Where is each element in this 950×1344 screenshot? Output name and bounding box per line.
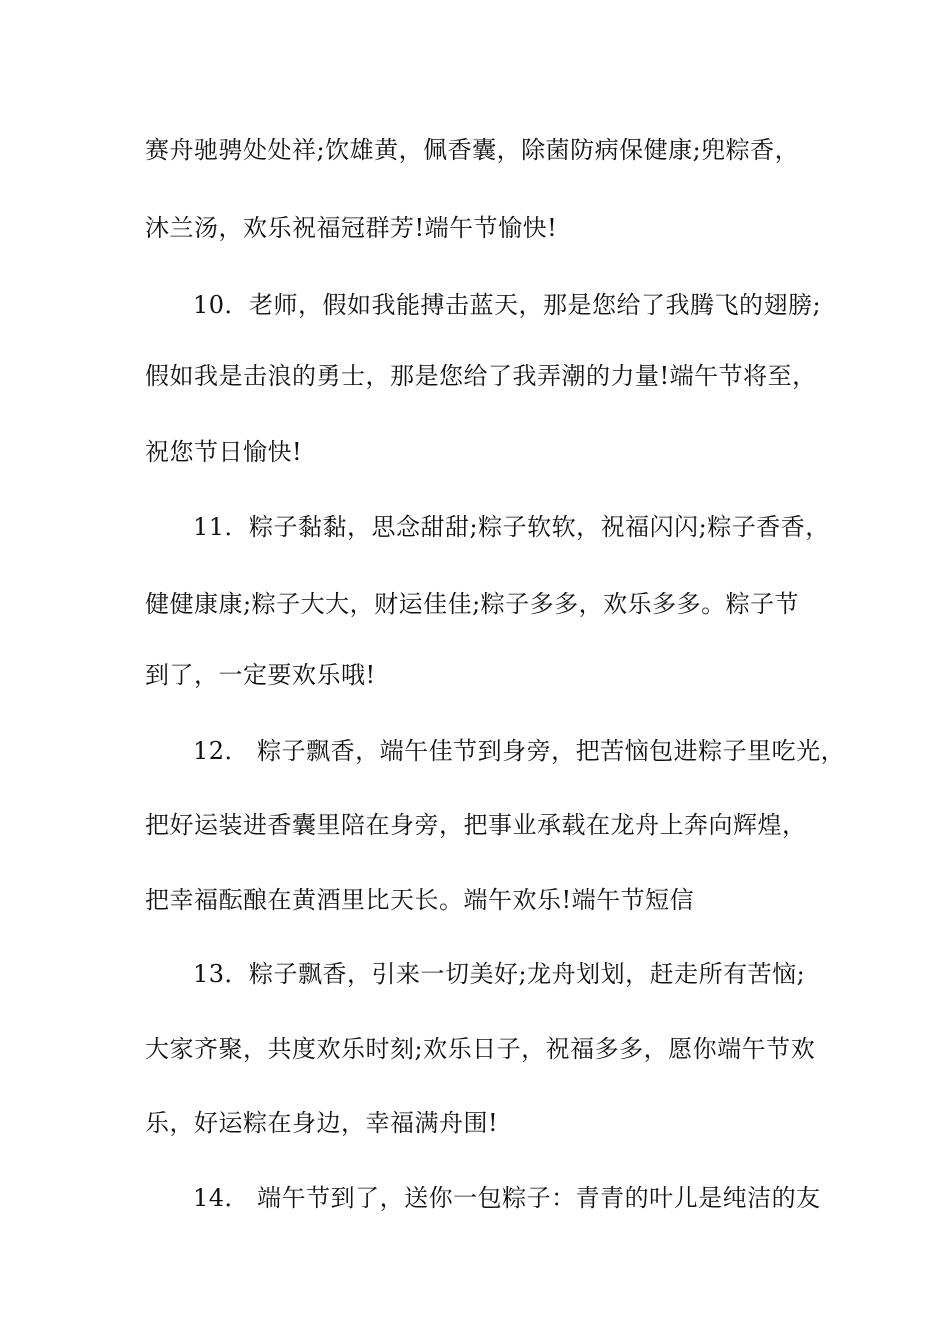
text-line: 赛舟驰骋处处祥;饮雄黄，佩香囊，除菌防病保健康;兜粽香， <box>145 136 800 164</box>
list-item-12-start: 12． 粽子飘香，端午佳节到身旁，把苦恼包进粽子里吃光， <box>193 737 846 765</box>
text-line: 健健康康;粽子大大，财运佳佳;粽子多多，欢乐多多。粽子节 <box>145 590 800 618</box>
text-line: 祝您节日愉快! <box>145 438 303 466</box>
text-line: 乐，好运粽在身边，幸福满舟围! <box>145 1109 499 1137</box>
text-line: 大家齐聚，共度欢乐时刻;欢乐日子，祝福多多，愿你端午节欢 <box>145 1035 816 1063</box>
list-item-13-start: 13．粽子飘香，引来一切美好;龙舟划划，赶走所有苦恼; <box>193 960 806 988</box>
text-line: 假如我是击浪的勇士，那是您给了我弄潮的力量!端午节将至， <box>145 362 817 390</box>
list-item-14-start: 14． 端午节到了，送你一包粽子：青青的叶儿是纯洁的友 <box>193 1184 821 1212</box>
text-line: 到了，一定要欢乐哦! <box>145 661 376 689</box>
text-line: 沐兰汤，欢乐祝福冠群芳!端午节愉快! <box>145 214 558 242</box>
list-item-11-start: 11．粽子黏黏，思念甜甜;粽子软软，祝福闪闪;粽子香香， <box>193 513 830 541</box>
list-item-10-start: 10．老师，假如我能搏击蓝天，那是您给了我腾飞的翅膀; <box>193 291 822 319</box>
text-line: 把好运装进香囊里陪在身旁，把事业承载在龙舟上奔向辉煌， <box>145 811 807 839</box>
text-line: 把幸福酝酿在黄酒里比天长。端午欢乐!端午节短信 <box>145 886 695 914</box>
